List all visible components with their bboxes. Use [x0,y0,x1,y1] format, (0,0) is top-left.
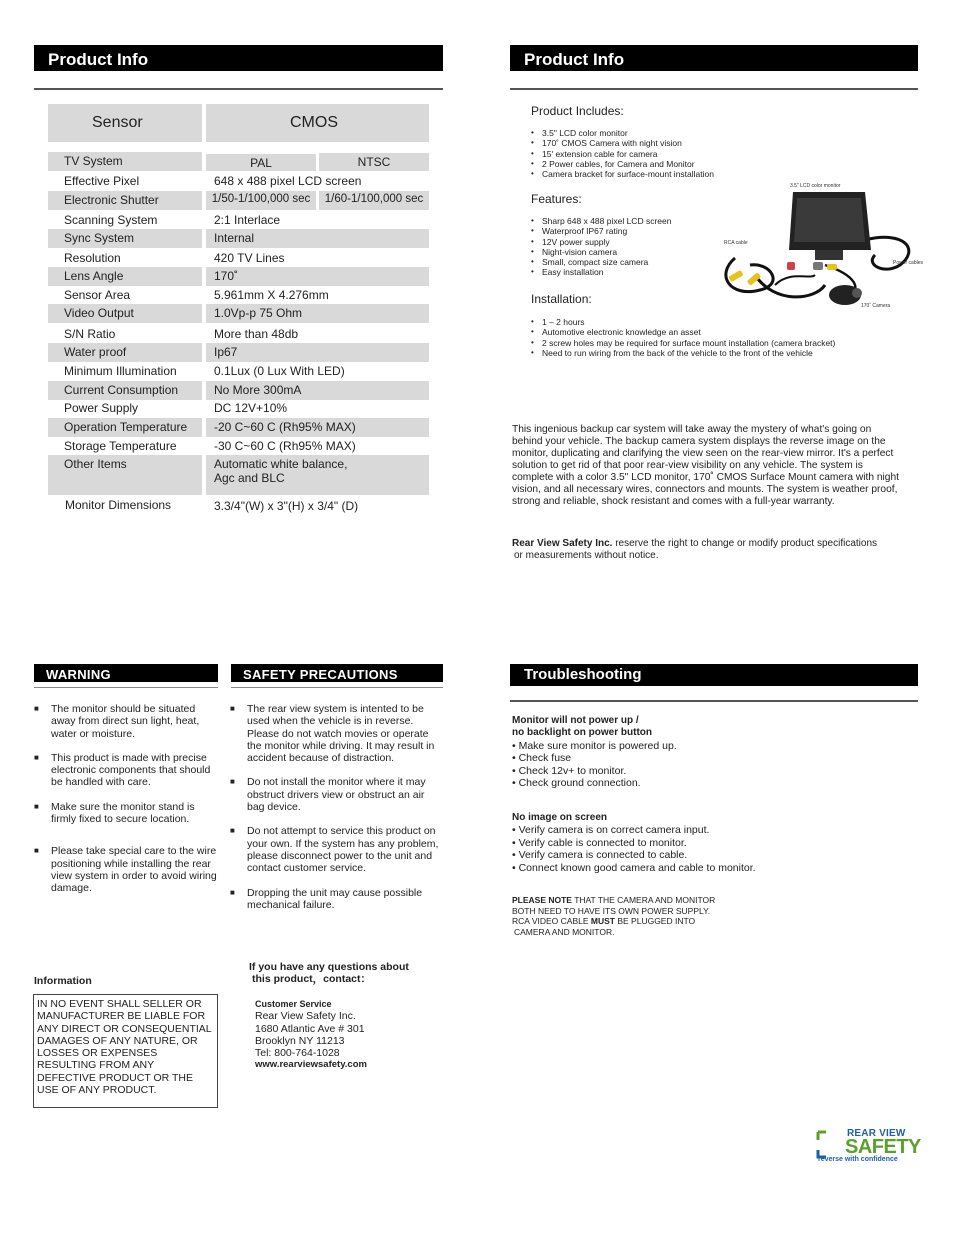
spec-value: Ip67 [206,343,429,362]
features-list [531,216,711,278]
spec-row-scanning-system [48,211,429,230]
list-item: ■ Please take special care to the wire positioning while installing the rear view system in order to avoid wiring damage. [34,845,219,894]
information-box: IN NO EVENT SHALL SELLER OR MANUFACTURER BE LIABLE FOR ANY DIRECT OR CONSEQUENTIAL DAMAGES OF ANY NATURE, OR LOSSES OR EXPENSES RESULTING FROM ANY DEFECTIVE PRODUCT OR THE USE OF ANY PRODUCT. [33,994,218,1108]
spec-label: Power Supply [64,401,139,415]
right-header-rule [510,88,918,90]
spec-row-sync-system [48,229,429,248]
spec-value: 420 TV Lines [214,251,285,265]
product-description: This ingenious backup car system will take away the mystery of what's going on behind your vehicle. The backup camera system displays the reverse image on the monitor, duplicating and clarifying the view seen on the rear-view mirror. It's a perfect solution to get rid of that poor rear-view visibility on any vehicle. The system is complete with a color 3.5" LCD monitor, 170˚ CMOS Surface Mount camera with night vision, and all necessary wires, connectors and mounts. The system is weather proof, strong and reliable, shock resistant and comes with a full-year warranty. [512,424,899,507]
spec-label: Sync System [48,229,202,248]
features-title: Features: [531,192,582,206]
sensor-label-cell: Sensor [48,104,202,142]
spec-row-electronic-shutter [48,191,429,210]
spec-row-current-consumption [48,381,429,400]
spec-row-resolution [48,249,429,268]
spec-value-ntsc: NTSC [319,153,429,171]
list-item: • Need to run wiring from the back of the vehicle to the front of the vehicle [531,348,911,358]
troubleshooting-image: No image on screen • Verify camera is on correct camera input. • Verify cable is connected to monitor. • Verify camera is connected to cable. • Connect known good camera and cable to monitor. [512,812,892,874]
list-item: • Make sure monitor is powered up. [512,739,677,752]
contact-info: Customer Service Rear View Safety Inc. 1680 Atlantic Ave # 301 Brooklyn NY 11213 Tel: 800-764-1028 www.rearviewsafety.com [255,999,367,1071]
logo-line2: SAFETY [845,1136,921,1158]
spec-row-power-supply [48,399,429,418]
spec-value-shutter-pal: 1/50-1/100,000 sec [206,191,316,210]
spec-row-video-output [48,304,429,323]
spec-label: Water proof [48,343,202,362]
spec-row-storage-temperature [48,437,429,456]
warning-list [34,703,219,907]
safety-header: SAFETY PRECAUTIONS [231,664,443,682]
spec-value: -30 C~60 C (Rh95% MAX) [214,439,356,453]
spec-label: Resolution [64,251,121,265]
website-link[interactable]: www.rearviewsafety.com [255,1059,367,1071]
spec-value: 2:1 Interlace [214,213,281,227]
photo-label-power: Power cables [893,260,924,266]
installation-list [531,317,911,358]
logo-line1: REAR VIEW [847,1128,906,1139]
spec-row-water-proof [48,343,429,362]
list-item: • Verify cable is connected to monitor. [512,836,687,849]
list-item: • 1 – 2 hours [531,317,911,327]
troubleshooting-note: PLEASE NOTE THAT THE CAMERA AND MONITOR BOTH NEED TO HAVE ITS OWN POWER SUPPLY. RCA VIDEO CABLE MUST BE PLUGGED INTO CAMERA AND MONITOR. [512,895,716,937]
spec-label: Current Consumption [48,381,202,400]
logo [816,1127,921,1167]
spec-value: 5.961mm X 4.276mm [214,288,329,302]
spec-value: Internal [206,229,429,248]
list-item: • Connect known good camera and cable to monitor. [512,861,756,874]
spec-value: DC 12V+10% [214,401,288,415]
spec-value: More than 48db [214,327,299,341]
list-item: • Verify camera is connected to cable. [512,849,688,862]
spec-row-other-items [48,455,429,495]
spec-label: TV System [48,152,202,171]
list-item: ■ Do not attempt to service this product on your own. If the system has any problem, please disconnect power to the unit and contact customer service. [230,825,442,874]
list-item: ■ This product is made with precise electronic components that should be handled with care. [34,752,219,789]
spec-value: 170˚ [206,267,429,286]
list-item: ■ The rear view system is intented to be used when the vehicle is in reverse. Please do not watch movies or operate the monitor while driving. It may result in accident because of distraction. [230,703,442,764]
list-item: • Check ground connection. [512,777,641,790]
list-item: • 15' extension cable for camera [531,149,831,159]
spec-row-lens-angle [48,267,429,286]
spec-label: Monitor Dimensions [65,498,172,512]
list-item: • Automotive electronic knowledge an asset [531,327,911,337]
spec-label: Lens Angle [48,267,202,286]
spec-value: 648 x 488 pixel LCD screen [214,174,362,188]
spec-label: Other Items [48,455,202,495]
list-item: • Easy installation [531,267,711,277]
list-item: • 3.5" LCD color monitor [531,128,831,138]
spec-row-tv-system [48,152,429,171]
installation-title: Installation: [531,292,592,306]
spec-label: Storage Temperature [64,439,177,453]
troubleshooting-power: Monitor will not power up / no backlight on power button • Make sure monitor is powered up. • Check fuse • Check 12v+ to monitor. • Check ground connection. [512,715,892,789]
spec-label: Scanning System [64,213,158,227]
information-title: Information [34,975,92,987]
list-item: • Night-vision camera [531,247,711,257]
spec-label: S/N Ratio [64,327,116,341]
spec-value: 1.0Vp-p 75 Ohm [206,304,429,323]
list-item: • Verify camera is on correct camera input. [512,824,710,837]
list-item: • Camera bracket for surface-mount installation [531,169,831,179]
safety-list [230,703,442,923]
warning-header: WARNING [34,664,218,682]
spec-value: -20 C~60 C (Rh95% MAX) [206,418,429,437]
includes-title: Product Includes: [531,104,624,118]
photo-label-monitor: 3.5" LCD color monitor [790,183,841,189]
photo-label-camera: 170˚ Camera [861,303,891,309]
spec-label: Video Output [48,304,202,323]
list-item: • Sharp 648 x 488 pixel LCD screen [531,216,711,226]
spec-row-sensor-area [48,286,429,305]
list-item: • 12V power supply [531,237,711,247]
includes-list [531,128,831,179]
right-section-header: Product Info [510,45,918,71]
troubleshooting-header: Troubleshooting [510,664,918,686]
spec-row-monitor-dimensions [48,496,429,515]
spec-row-minimum-illumination [48,362,429,381]
product-kit-illustration [715,180,925,315]
left-section-header: Product Info [34,45,443,71]
warning-header-rule [34,687,218,688]
spec-row-sn-ratio [48,325,429,344]
left-header-rule [34,88,443,90]
spec-row-operation-temperature [48,418,429,437]
spec-label: Operation Temperature [48,418,202,437]
reserve-notice: Rear View Safety Inc. reserve the right to change or modify product specifications or measurements without notice. [512,538,878,561]
spec-value-shutter-ntsc: 1/60-1/100,000 sec [319,191,429,210]
spec-label: Electronic Shutter [48,191,202,210]
photo-label-rca: RCA cable [724,240,748,246]
product-photo [715,180,925,315]
troubleshooting-header-rule [510,700,918,702]
safety-header-rule [231,687,443,688]
list-item: ■ Do not install the monitor where it may obstruct drivers view or obstruct an air bag device. [230,776,442,813]
spec-label: Minimum Illumination [64,364,177,378]
list-item: • 170˚ CMOS Camera with night vision [531,138,831,148]
list-item: • Waterproof IP67 rating [531,226,711,236]
logo-tagline: reverse with confidence [818,1156,898,1163]
list-item: • Check fuse [512,752,572,765]
list-item: • 2 screw holes may be required for surface mount installation (camera bracket) [531,338,911,348]
spec-label: Effective Pixel [64,174,140,188]
spec-row-effective-pixel [48,172,429,191]
list-item: • Small, compact size camera [531,257,711,267]
list-item: ■ Dropping the unit may cause possible mechanical failure. [230,887,442,912]
contact-question: If you have any questions about this product，contact： [249,961,409,985]
list-item: • Check 12v+ to monitor. [512,764,627,777]
spec-value: No More 300mA [206,381,429,400]
list-item: • 2 Power cables, for Camera and Monitor [531,159,831,169]
sensor-value-cell: CMOS [206,104,429,142]
spec-value: Automatic white balance, Agc and BLC [206,455,429,495]
list-item: ■ The monitor should be situated away from direct sun light, heat, water or moisture. [34,703,219,740]
spec-value-pal: PAL [206,154,316,171]
list-item: ■ Make sure the monitor stand is firmly fixed to secure location. [34,801,219,826]
spec-label: Sensor Area [64,288,131,302]
spec-value: 3.3/4"(W) x 3"(H) x 3/4" (D) [214,499,359,513]
spec-value: 0.1Lux (0 Lux With LED) [214,364,345,378]
